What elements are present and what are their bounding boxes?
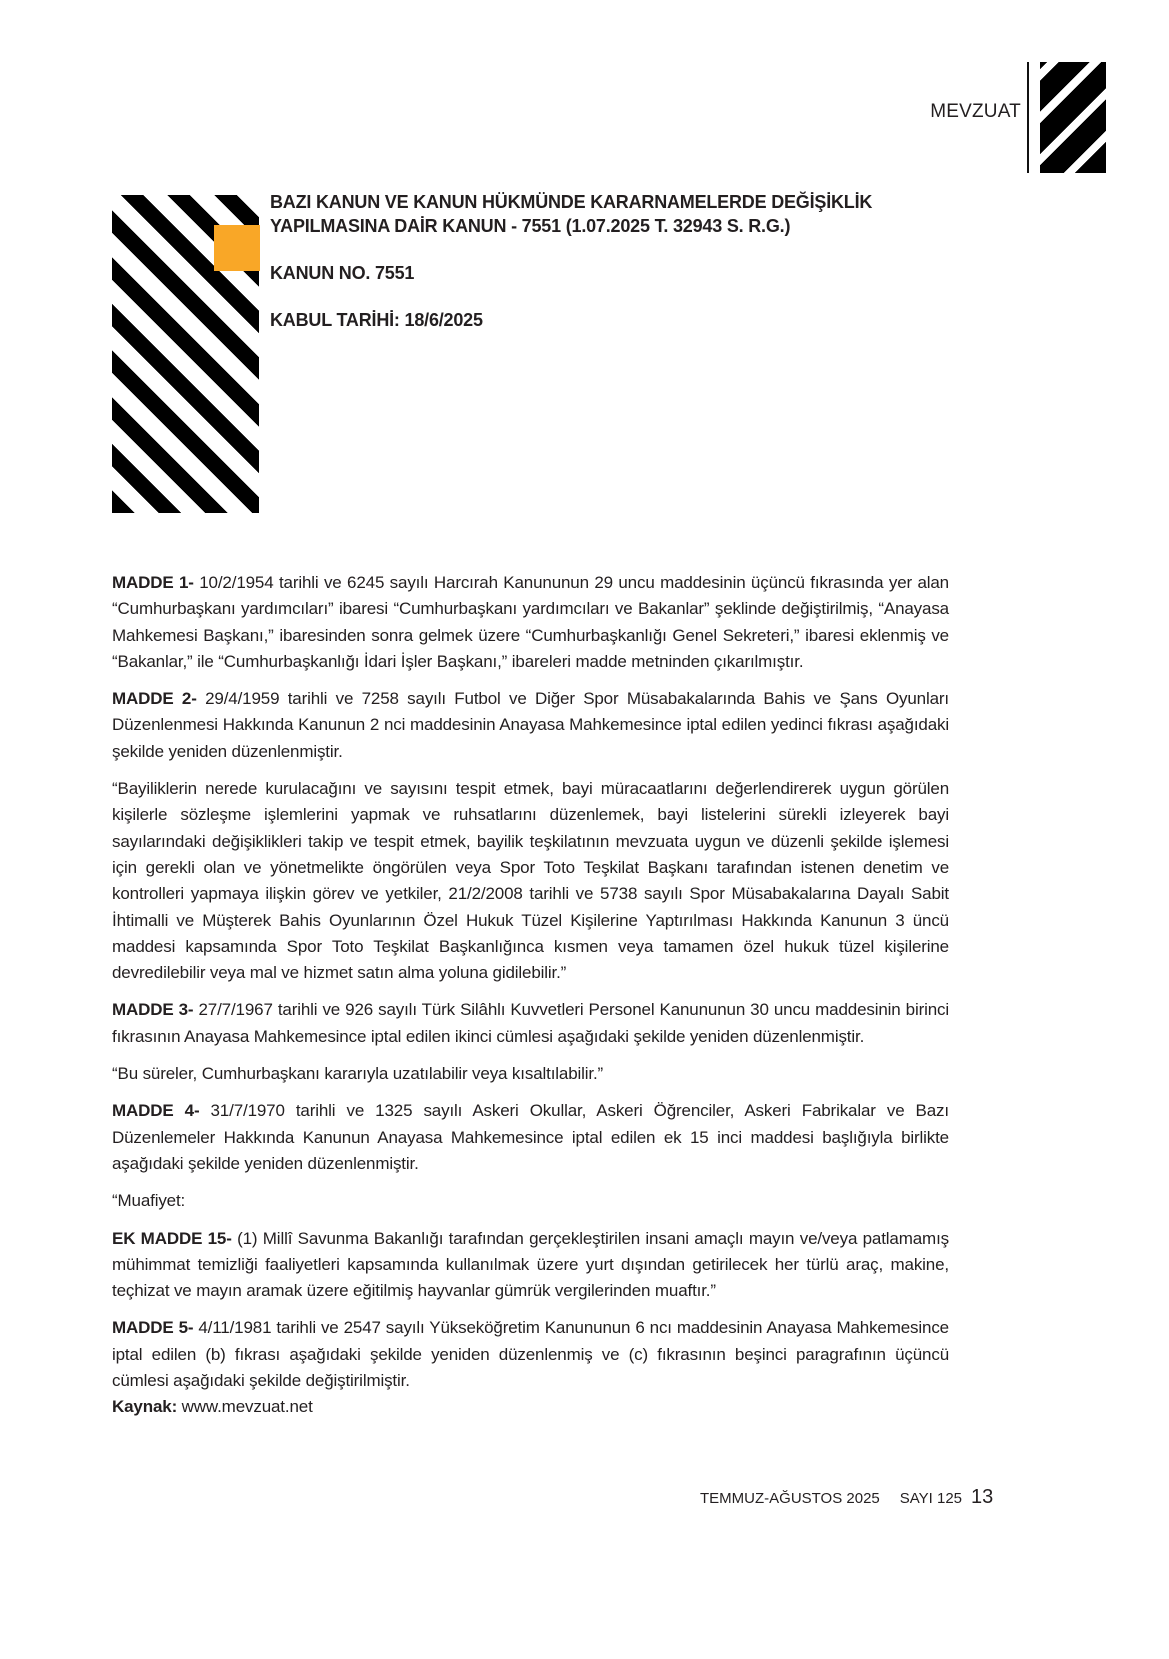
article-body <box>112 570 949 1432</box>
paragraph-lead: EK MADDE 15- <box>112 1228 232 1248</box>
section-label: MEVZUAT <box>930 101 1021 122</box>
paragraph-lead: MADDE 4- <box>112 1101 200 1121</box>
header-divider <box>1027 62 1029 173</box>
paragraph-text: “Bayiliklerin nerede kurulacağını ve sayısını tespit etmek, bayi müracaatlarını değerlendirerek uygun görülen kişilerle sözleşme işlemlerini yapmak ve ruhsatlarını düzenlemek, bayi listelerini sürekli izleyerek bayi sayılarındaki değişiklikleri takip ve tespit etmek, bayilik teşkilatının mevzuata uygun ve düzenli şekilde işlemesi için gerekli olan ve yönetmelikte öngörülen veya Spor Toto Teşkilat Başkanı tarafından istenen denetim ve kontrolleri yapmaya ilişkin görev ve yetkiler, 21/2/2008 tarihli ve 5738 sayılı Spor Müsabakalarına Dayalı Sabit İhtimalli ve Müşterek Bahis Oyunlarının Özel Hukuk Tüzel Kişilerine Yaptırılması Hakkında Kanunun 3 üncü maddesi kapsamında Spor Toto Teşkilat Başkanlığınca kısmen veya tamamen özel hukuk tüzel kişilerine devredilebilir veya mal ve hizmet satın alma yoluna gidilebilir.” <box>112 779 949 983</box>
page-number: 13 <box>971 1486 994 1508</box>
paragraph-text: 31/7/1970 tarihli ve 1325 sayılı Askeri Okullar, Askeri Öğrenciler, Askeri Fabrikalar ve Bazı Düzenlemeler Hakkında Kanunun Anayasa Mahkemesince iptal edilen ek 15 inci maddesi başlığıyla birlikte aşağıdaki şekilde yeniden düzenlenmiştir. <box>112 1101 949 1173</box>
issue-number: SAYI 125 <box>899 1490 963 1507</box>
paragraph-lead: MADDE 5- <box>112 1318 194 1338</box>
source-label: Kaynak: <box>112 1397 178 1417</box>
paragraph-text: “Bu süreler, Cumhurbaşkanı kararıyla uzatılabilir veya kısaltılabilir.” <box>112 1064 604 1084</box>
paragraph-text: (1) Millî Savunma Bakanlığı tarafından gerçekleştirilen insani amaçlı mayın ve/veya patlamamış mühimmat temizliği faaliyetleri kapsamında kullanılmak üzere yurt dışından getirilecek her türlü araç, makine, teçhizat ve mayın aramak üzere eğitilmiş hayvanlar gümrük vergilerinden muaftır.” <box>112 1228 949 1301</box>
source-line <box>112 1394 949 1420</box>
article-title: BAZI KANUN VE KANUN HÜKMÜNDE KARARNAMELERDE DEĞİŞİKLİK YAPILMASINA DAİR KANUN - 7551 (1.07.2025 T. 32943 S. R.G.) <box>270 192 873 236</box>
issue-period: TEMMUZ-AĞUSTOS 2025 <box>700 1490 880 1507</box>
paragraph-text: 10/2/1954 tarihli ve 6245 sayılı Harcırah Kanununun 29 uncu maddesinin üçüncü fıkrasında yer alan “Cumhurbaşkanı yardımcıları” ibaresi “Cumhurbaşkanı yardımcıları ve Bakanlar” şeklinde değiştirilmiş, “Anayasa Mahkemesi Başkanı,” ibaresinden sonra gelmek üzere “Cumhurbaşkanlığı Genel Sekreteri,” ibaresi eklenmiş ve “Bakanlar,” ile “Cumhurbaşkanlığı İdari İşler Başkanı,” ibareleri madde metninden çıkarılmıştır. <box>112 573 949 671</box>
paragraph-text: 27/7/1967 tarihli ve 926 sayılı Türk Silâhlı Kuvvetleri Personel Kanununun 30 uncu maddesinin birinci fıkrasının Anayasa Mahkemesince iptal edilen ikinci cümlesi aşağıdaki şekilde yeniden düzenlenmiştir. <box>112 1000 949 1046</box>
paragraph-text: “Muafiyet: <box>112 1191 186 1211</box>
law-number: KANUN NO. 7551 <box>270 263 415 283</box>
paragraph-quote-sureler <box>112 1061 949 1087</box>
accent-square <box>214 225 260 271</box>
paragraph-madde-2 <box>112 686 949 765</box>
header-stripe-pattern <box>1040 62 1106 173</box>
paragraph-madde-4 <box>112 1098 949 1177</box>
paragraph-lead: MADDE 2- <box>112 689 197 709</box>
paragraph-lead: MADDE 3- <box>112 1000 194 1020</box>
paragraph-madde-3 <box>112 997 949 1050</box>
paragraph-quote-bayilik <box>112 776 949 986</box>
article-header <box>270 190 950 332</box>
paragraph-text: 4/11/1981 tarihli ve 2547 sayılı Yükseköğretim Kanununun 6 ncı maddesinin Anayasa Mahkemesince iptal edilen (b) fıkrası aşağıdaki şekilde yeniden düzenlenmiş ve (c) fıkrasının beşinci paragrafının üçüncü cümlesi aşağıdaki şekilde değiştirilmiştir. <box>112 1318 949 1391</box>
paragraph-ek-madde-15 <box>112 1226 949 1305</box>
paragraph-lead: MADDE 1- <box>112 573 194 592</box>
acceptance-date: KABUL TARİHİ: 18/6/2025 <box>270 310 483 330</box>
paragraph-muafiyet <box>112 1188 949 1214</box>
paragraph-madde-5 <box>112 1315 949 1394</box>
paragraph-text: 29/4/1959 tarihli ve 7258 sayılı Futbol ve Diğer Spor Müsabakalarında Bahis ve Şans Oyunları Düzenlenmesi Hakkında Kanunun 2 nci maddesinin Anayasa Mahkemesince iptal edilen yedinci fıkrası aşağıdaki şekilde yeniden düzenlenmiştir. <box>112 689 949 761</box>
paragraph-madde-1 <box>112 570 949 675</box>
source-link[interactable]: www.mevzuat.net <box>177 1397 313 1417</box>
page-footer <box>700 1486 993 1509</box>
